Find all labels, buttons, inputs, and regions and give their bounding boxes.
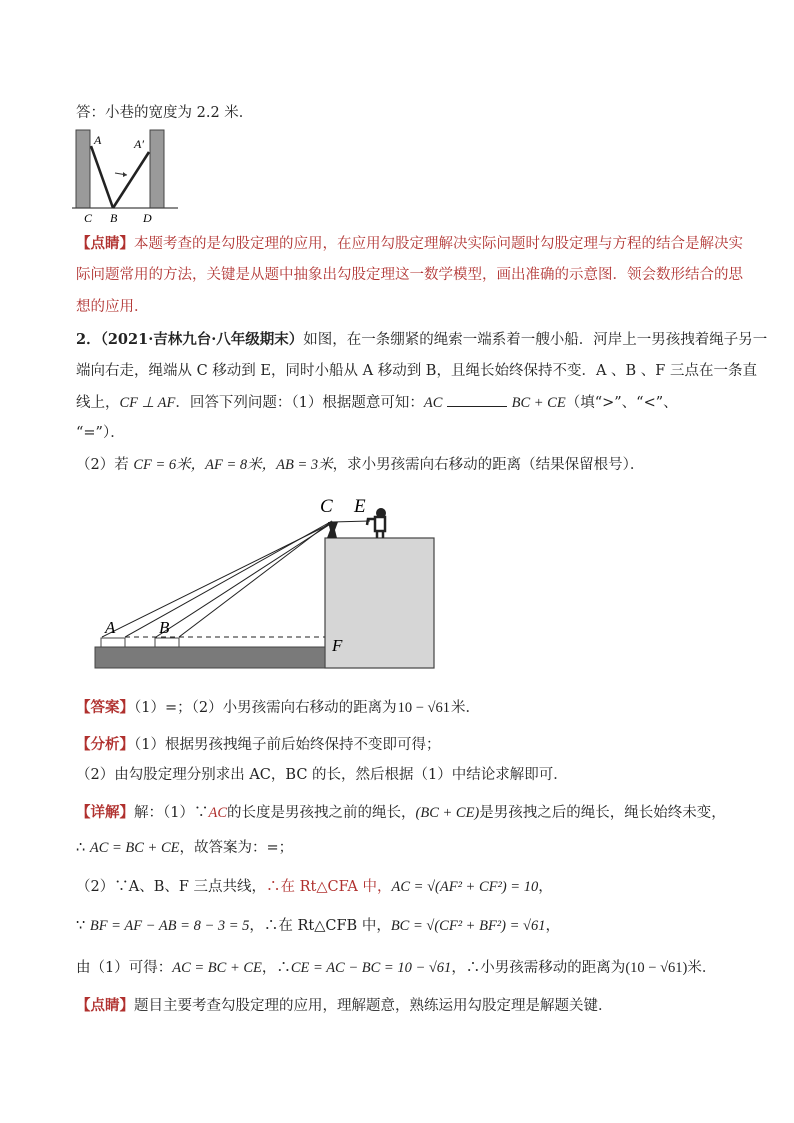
fill-blank[interactable]	[447, 392, 507, 407]
q2-line-1: 2．（2021·吉林九台·八年级期末）如图，在一条绷紧的绳索一端系着一艘小船．河岸上一男孩拽着绳子另一	[76, 331, 768, 348]
q2-source: （2021·吉林九台·八年级期末）	[100, 331, 304, 348]
tag-answer: 【答案】	[76, 699, 134, 716]
detail-line-3: （2）∵A、B、F 三点共线，∴在 Rt△CFA 中，AC = √(AF² + CF²) = 10，	[76, 879, 553, 895]
dianjing-2: 【点睛】题目主要考查勾股定理的应用，理解题意，熟练运用勾股定理是解题关键．	[76, 997, 613, 1014]
label-D: D	[143, 211, 152, 225]
answer-section: 【答案】（1）=；（2）小男孩需向右移动的距离为10 − √61米．	[76, 699, 480, 716]
label-A-prime: A′	[134, 137, 144, 151]
detail-line-5: 由（1）可得：AC = BC + CE，∴CE = AC − BC = 10 − √61，∴小男孩需移动的距离为(10 − √61)米．	[76, 960, 717, 976]
label-F: F	[332, 636, 343, 655]
q2-line-5: （2）若 CF = 6米，AF = 8米，AB = 3米，求小男孩需向右移动的距离（结果保留根号）．	[76, 457, 645, 473]
q2-line-4: “=”）．	[76, 425, 125, 441]
answer-text: 答：小巷的宽度为 2.2 米．	[76, 105, 254, 121]
answer-line	[76, 103, 253, 123]
label-C: C	[84, 211, 93, 225]
detail-line-4: ∵ BF = AF − AB = 8 − 3 = 5，∴在 Rt△CFB 中，BC = √(CF² + BF²) = √61，	[76, 918, 560, 934]
answer-expression: 10 − √61	[397, 700, 450, 716]
label-E: E	[354, 496, 366, 517]
q2-line-3: 线上，CF ⊥ AF．回答下列问题：（1）根据题意可知：AC BC + CE（填“>”、“<”、	[76, 392, 678, 413]
detail-line-1: 【详解】解：（1）∵AC的长度是男孩拽之前的绳长，(BC + CE)是男孩拽之后的绳长，绳长始终未变，	[76, 804, 726, 821]
tag-dianjing: 【点睛】	[76, 235, 134, 252]
label-A: A	[94, 133, 102, 147]
dianjing-1-line-1: 【点睛】本题考查的是勾股定理的应用，在应用勾股定理解决实际问题时勾股定理与方程的结合是解决实	[76, 235, 743, 252]
analysis-line-1: 【分析】（1）根据男孩拽绳子前后始终保持不变即可得；	[76, 736, 441, 753]
label-B: B	[159, 618, 170, 637]
detail-line-2: ∴ AC = BC + CE，故答案为：=；	[76, 840, 294, 856]
label-C: C	[320, 496, 333, 517]
alley-ladder-figure	[72, 126, 182, 226]
boat-rope-figure	[92, 492, 442, 672]
tag-analysis: 【分析】	[76, 736, 134, 753]
tag-dianjing-2: 【点睛】	[76, 997, 134, 1014]
analysis-line-2: （2）由勾股定理分别求出 AC，BC 的长，然后根据（1）中结论求解即可．	[76, 767, 568, 783]
label-B: B	[110, 211, 118, 225]
tag-detail: 【详解】	[76, 804, 134, 821]
dianjing-1-line-2: 际问题常用的方法，关键是从题中抽象出勾股定理这一数学模型，画出准确的示意图．领会数形结合的思	[76, 267, 743, 283]
dianjing-1-line-3: 想的应用．	[76, 299, 149, 315]
label-A: A	[105, 618, 116, 637]
q2-line-2: 端向右走，绳端从 C 移动到 E，同时小船从 A 移动到 B，且绳长始终保持不变．A 、B 、F 三点在一条直	[76, 363, 757, 379]
